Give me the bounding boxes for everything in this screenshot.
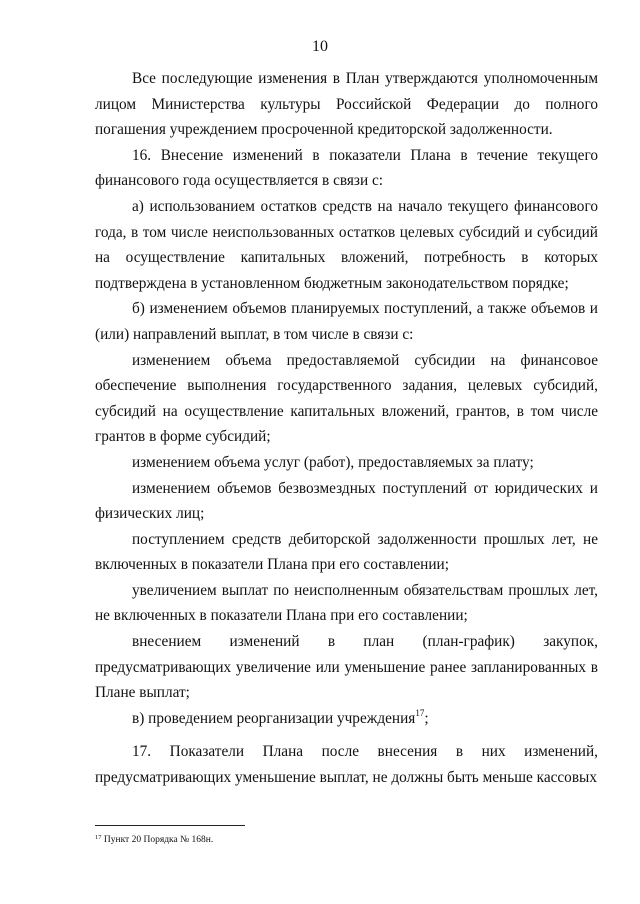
paragraph-16: 16. Внесение изменений в показатели Плана в течение текущего финансового года осуществляется в связи с: [95, 146, 598, 190]
footnote-divider [95, 825, 245, 826]
list-item-paid-services: изменением объема услуг (работ), предоставляемых за плату; [132, 453, 534, 471]
list-item-procurement-plan: внесением изменений в план (план-график) закупок, предусматривающих увеличение или уменьшение ранее запланированных в Плане выплат; [95, 633, 598, 702]
footnote-text: Пункт 20 Порядка № 168н. [103, 835, 214, 845]
page-number: 10 [312, 38, 328, 55]
footnote-number: 17 [95, 834, 102, 841]
document-body [95, 66, 598, 791]
paragraph-16a: а) использованием остатков средств на начало текущего финансового года, в том числе неиспользованных остатков целевых субсидий и субсидий на осуществление капитальных вложений, потребность в которых подтверждена в установленном бюджетным законодательством порядке; [95, 197, 598, 292]
paragraph-16b: б) изменением объемов планируемых поступлений, а также объемов и (или) направлений выплат, в том числе в связи с: [95, 300, 598, 343]
paragraph-approval: Все последующие изменения в План утверждаются уполномоченным лицом Министерства культуры Российской Федерации до полного погашения учреждением просроченной кредиторской задолженности. [95, 70, 598, 139]
list-item-receivables: поступлением средств дебиторской задолженности прошлых лет, не включенных в показатели Плана при его составлении; [95, 530, 598, 574]
footnote [95, 834, 595, 847]
list-item-unfulfilled-obligations: увеличением выплат по неисполненным обязательствам прошлых лет, не включенных в показатели Плана при его составлении; [95, 581, 598, 625]
list-item-gratuitous-receipts: изменением объемов безвозмездных поступлений от юридических и физических лиц; [95, 479, 598, 523]
paragraph-16v: в) проведением реорганизации учреждения$^{17}$; [132, 707, 429, 727]
list-item-subsidy: изменением объема предоставляемой субсидии на финансовое обеспечение выполнения государственного задания, целевых субсидий, субсидий на осуществление капитальных вложений, грантов, в том числе грантов в форме субсидий; [95, 351, 598, 446]
paragraph-16v-text: в) проведением реорганизации учреждения [132, 709, 416, 727]
footnote-reference[interactable]: 17 [415, 707, 425, 718]
paragraph-17: 17. Показатели Плана после внесения в них изменений, предусматривающих уменьшение выплат, не должны быть меньше кассовых [95, 743, 598, 787]
